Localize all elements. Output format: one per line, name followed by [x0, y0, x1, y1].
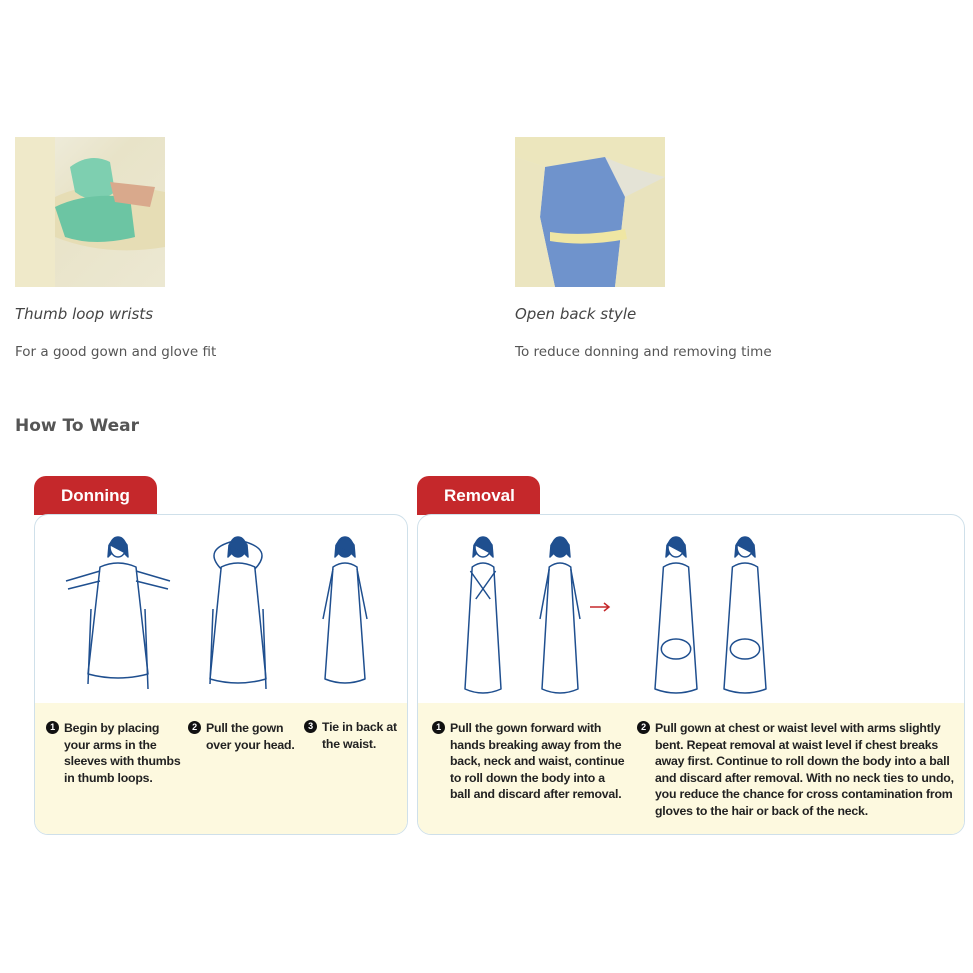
removal-panel [417, 514, 965, 835]
feature-title: Thumb loop wrists [15, 305, 154, 323]
removal-step3-illustration [646, 529, 706, 699]
removal-tab: Removal [417, 476, 540, 515]
donning-panel [34, 514, 408, 835]
donning-step1-illustration [63, 529, 173, 699]
removal-step: 1 Pull the gown forward with hands breaking away from the back, neck and waist, continue to roll down the body into a ball and discard after removal. [450, 720, 628, 803]
open-back-photo [515, 137, 665, 287]
feature-description: For a good gown and glove fit [15, 344, 217, 360]
donning-step: 3 Tie in back at the waist. [322, 719, 397, 752]
section-heading: How To Wear [15, 416, 139, 436]
feature-title: Open back style [515, 305, 637, 323]
donning-tab: Donning [34, 476, 157, 515]
removal-step2-illustration [530, 529, 615, 699]
removal-step4-illustration [715, 529, 775, 699]
donning-step3-illustration [315, 529, 375, 699]
removal-step: 2 Pull gown at chest or waist level with arms slightly bent. Repeat removal at waist level if chest breaks away first. Continue to roll down the body into a ball and discard after removal. With no neck ties to undo, you reduce the chance for cross contamination from gloves to the hair or back of the neck. [655, 720, 955, 820]
removal-step1-illustration [456, 529, 511, 699]
donning-step2-illustration [190, 529, 285, 699]
donning-step: 2 Pull the gown over your head. [206, 720, 301, 753]
donning-step: 1 Begin by placing your arms in the sleeves with thumbs in thumb loops. [64, 720, 184, 786]
feature-description: To reduce donning and removing time [515, 344, 772, 360]
thumb-loop-photo [15, 137, 165, 287]
